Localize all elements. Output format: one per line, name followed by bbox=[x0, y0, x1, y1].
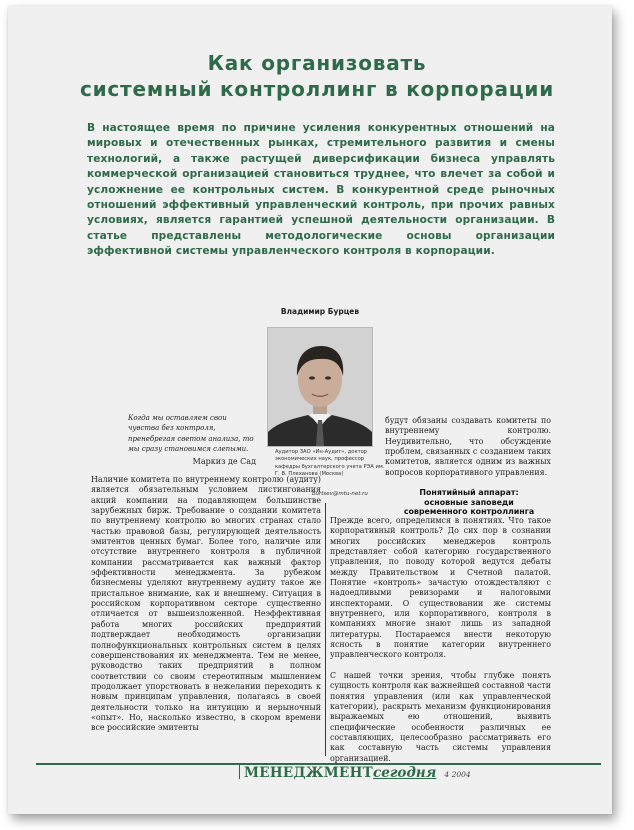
footer-marker bbox=[239, 765, 240, 779]
magazine-name: МЕНЕДЖМЕНТ bbox=[244, 765, 374, 781]
author-photo bbox=[267, 327, 373, 447]
right-top-paragraph: будут обязаны создавать комитеты по внутреннему контролю. Неудивительно, что обсуждение проблем, связанных с созданием таких комитетов, является одним из важных вопросов корпоративного управления. bbox=[385, 416, 551, 477]
subheading-line-3: современного контроллинга bbox=[403, 507, 535, 517]
article-lead: В настоящее время по причине усиления конкурентных отношений на мировых и отечественных рынках, стремительного развития и смены технологий, а также растущей диверсификации бизнеса управлять коммерческой организацией становиться труднее, что влечет за собой и усложнение ее контрольных систем. В конкурентной среде рыночных отношений эффективный управленческий контроль, при прочих равных условиях, является гарантией успешной деятельности организации. В статье представлены методологические основы организации эффективной системы управленческого контроля в корпорации. bbox=[87, 122, 555, 258]
subheading-line-1: Понятийный аппарат: bbox=[419, 488, 519, 497]
title-line-2: системный контроллинг в корпорации bbox=[79, 77, 555, 101]
column-divider bbox=[325, 503, 326, 756]
issue-number: 4 2004 bbox=[444, 770, 471, 779]
subheading-line-2: основные заповеди bbox=[424, 497, 514, 507]
body-right-top bbox=[385, 416, 551, 478]
author-name: Владимир Бурцев bbox=[280, 307, 360, 316]
body-right-column bbox=[330, 516, 551, 764]
epigraph-author: Маркиз де Сад bbox=[192, 457, 256, 466]
right-paragraph-1: Прежде всего, определимся в понятиях. Что такое корпоративный контроль? До сих пор в сознании многих российских менеджеров контроль представляет собой категорию государственного управления, по поводу которой ведутся дебаты между Правительством и Счетной палатой. Понятие «контроль» зачастую отождествляют с надоедливыми ревизорами и налоговыми инспекторами. О существовании же системы внутреннего, или корпоративного, контроля в компаниях многие знают лишь из западной литературы. Постараемся внести некоторую ясность в понятие категории внутреннего управленческого контроля. bbox=[330, 516, 551, 660]
author-bio: Аудитор ЗАО «Ин-Аудит», доктор экономических наук, профессор кафедры бухгалтерского учета РЭА им. Г. В. Плеханова (Москва) bbox=[275, 449, 385, 478]
body-left-column bbox=[91, 475, 321, 734]
author-email[interactable]: burtsev@mtu-net.ru bbox=[312, 491, 368, 497]
article-title bbox=[0, 50, 634, 102]
epigraph-text: Когда мы оставляем свои чувства без контроля, пренебрегая светом анализа, то мы сразу становимся слепыми. bbox=[128, 414, 254, 454]
title-line-1: Как организовать bbox=[207, 51, 427, 75]
section-subheading bbox=[388, 488, 550, 517]
left-paragraph: Наличие комитета по внутреннему контролю (аудиту) является обязательным условием листингования акций компании на подавляющем большинстве зарубежных бирж. Требование о создании комитета по внутреннему контролю во многих странах стало частью правовой базы, регулирующей деятельность эмитентов ценных бумаг. Более того, наличие или отсутствие внутреннего контроля в публичной компании рассматривается как важный фактор эффективности менеджмента. За рубежом бизнесмены уделяют внутреннему аудиту такое же пристальное внимание, как и внешнему. Ситуация в российском корпоративном секторе существенно отличается от вышеизложенной. Неэффективная работа многих российских предприятий подтверждает необходимость организации полнофункциональных контрольных систем в целях совершенствования их менеджмента. Тем не менее, руководство таких предприятий в полном соответствии со своим стереотипным мышлением продолжает упорствовать в нежелании переходить к новым принципам управления, полагаясь в своей деятельности только на интуицию и нерыночный «опыт». Но, насколько известно, в скором времени все российские эмитенты bbox=[91, 475, 321, 733]
right-paragraph-2: С нашей точки зрения, чтобы глубже понять сущность контроля как важнейшей составной части понятия управления (или как управленческой категории), раскрыть механизм функционирования выражаемых ею отношений, выявить специфические особенности различных ее составляющих, целесообразно рассматривать его как составную часть системы управления организацией. bbox=[330, 670, 551, 763]
footer-masthead bbox=[244, 765, 471, 781]
magazine-subtitle: сегодня bbox=[373, 765, 437, 781]
